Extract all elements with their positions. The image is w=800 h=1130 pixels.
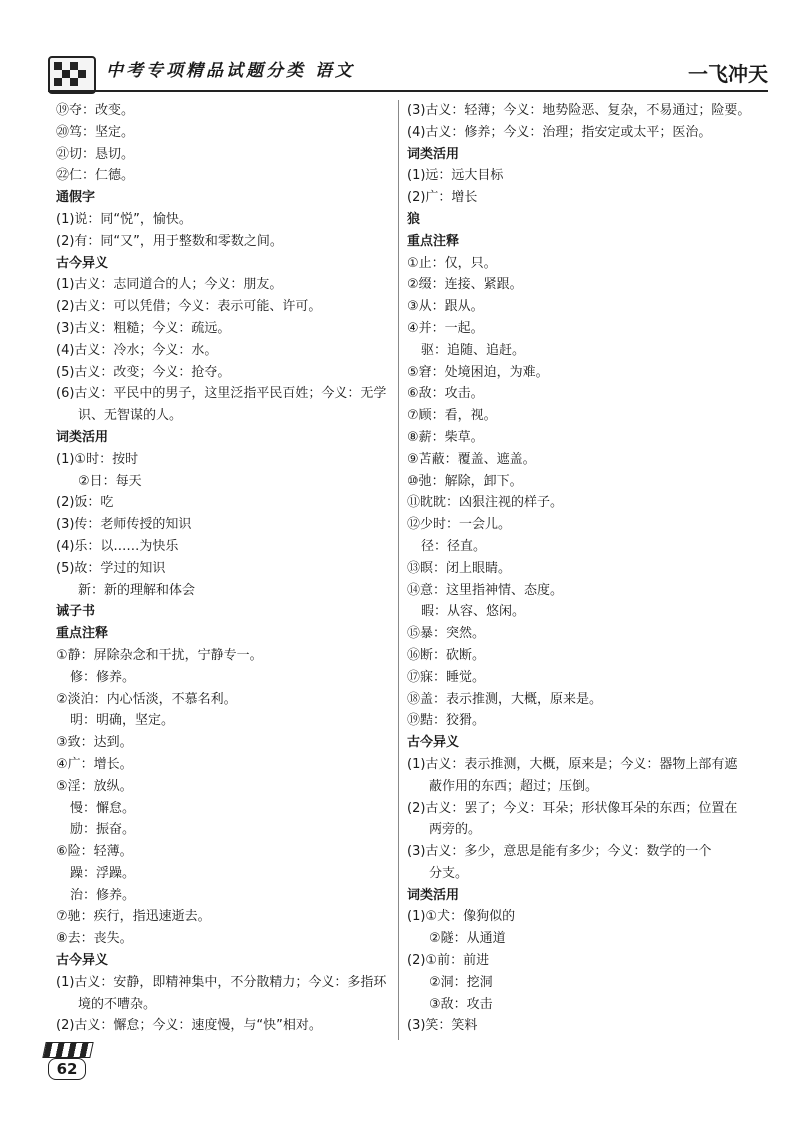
checkered-flag-logo-icon: [48, 56, 96, 94]
section-heading: 古今异义: [56, 953, 109, 969]
text-line: 明：明确，坚定。: [70, 713, 175, 729]
text-line: ⑬瞑：闭上眼睛。: [407, 560, 512, 576]
text-line: (3)笑：笑料: [407, 1018, 478, 1034]
text-line: ③从：跟从。: [407, 299, 484, 315]
text-line: ⑧薪：柴草。: [407, 429, 484, 445]
text-line: 新：新的理解和体会: [78, 582, 196, 598]
text-line: (1)说：同“悦”，愉快。: [56, 211, 192, 227]
text-line: (6)古义：平民中的男子，这里泛指平民百姓；今义：无学: [56, 386, 387, 402]
page-header: [48, 50, 768, 94]
text-line: ⑪眈眈：凶狠注视的样子。: [407, 495, 564, 511]
text-line: (2)有：同“又”，用于整数和零数之间。: [56, 233, 283, 249]
text-line: 识、无智谋的人。: [78, 408, 183, 424]
text-line: ③敌：攻击: [429, 996, 493, 1012]
text-line: ⑲夺：改变。: [56, 103, 135, 118]
text-line: 蔽作用的东西；超过；压倒。: [429, 778, 599, 794]
text-line: (2)广：增长: [407, 190, 478, 206]
text-line: ⑦驰：疾行，指迅速逝去。: [56, 909, 211, 925]
header-title: 中考专项精品试题分类 语文: [106, 61, 355, 81]
text-line: ㉒仁：仁德。: [56, 168, 135, 184]
text-line: (5)古义：改变；今义：抢夺。: [56, 364, 231, 380]
text-line: ②淡泊：内心恬淡，不慕名利。: [56, 691, 237, 707]
text-line: ⑧去：丧失。: [56, 931, 133, 947]
text-line: (3)古义：粗糙；今义：疏远。: [56, 320, 231, 336]
section-heading: 重点注释: [407, 233, 460, 249]
text-line: ⑯断：砍断。: [407, 647, 486, 663]
page-number: 62: [48, 1058, 86, 1080]
text-line: ⑤淫：放纵。: [56, 778, 133, 794]
text-line: (5)故：学过的知识: [56, 560, 166, 576]
text-line: ①止：仅，只。: [407, 255, 497, 271]
text-line: 境的不嘈杂。: [78, 996, 157, 1012]
text-line: ⑱盖：表示推测，大概，原来是。: [407, 691, 603, 707]
checkered-flag-icon: [42, 1042, 93, 1058]
text-line: (4)乐：以……为快乐: [56, 538, 179, 554]
text-line: (1)古义：志同道合的人；今义：朋友。: [56, 277, 283, 293]
section-heading: 词类活用: [407, 887, 460, 903]
text-line: ③致：达到。: [56, 735, 133, 751]
text-line: (2)古义：可以凭借；今义：表示可能、许可。: [56, 299, 322, 315]
text-line: ⑥敌：攻击。: [407, 386, 484, 402]
text-line: (2)饭：吃: [56, 495, 114, 511]
left-column: [56, 100, 401, 1037]
column-divider: [398, 100, 399, 1040]
text-line: (2)古义：罢了；今义：耳朵；形状像耳朵的东西；位置在: [407, 800, 738, 816]
right-column: [407, 100, 752, 1037]
text-line: (3)传：老师传授的知识: [56, 517, 192, 533]
section-heading: 通假字: [56, 190, 96, 206]
text-line: ⑦顾：看，视。: [407, 408, 497, 424]
text-line: (3)古义：轻薄；今义：地势险恶、复杂，不易通过；险要。: [407, 103, 751, 118]
text-line: (4)古义：冷水；今义：水。: [56, 342, 218, 358]
text-line: 修：修养。: [70, 669, 136, 685]
text-line: ⑫少时：一会儿。: [407, 517, 512, 533]
header-rule: [48, 90, 768, 92]
section-heading: 古今异义: [407, 735, 460, 751]
text-line: (1)古义：表示推测，大概，原来是；今义：器物上部有遮: [407, 756, 738, 772]
text-line: ⑩弛：解除，卸下。: [407, 473, 523, 489]
section-heading: 古今异义: [56, 255, 109, 271]
text-line: ②隧：从通道: [429, 931, 506, 947]
text-line: ⑥险：轻薄。: [56, 844, 133, 860]
page-number-badge: [40, 1042, 94, 1080]
text-line: (1)古义：安静，即精神集中，不分散精力；今义：多指环: [56, 974, 387, 990]
section-heading: 诫子书: [56, 604, 96, 620]
text-line: (1)远：远大目标: [407, 168, 504, 184]
text-line: ㉑切：恳切。: [56, 146, 135, 162]
text-line: ⑨苫蔽：覆盖、遮盖。: [407, 451, 536, 467]
text-line: ⑤窘：处境困迫，为难。: [407, 364, 549, 380]
text-line: (2)古义：懈怠；今义：速度慢，与“快”相对。: [56, 1018, 322, 1034]
text-line: (2)①前：前进: [407, 953, 490, 969]
text-line: 暇：从容、悠闲。: [421, 604, 526, 620]
text-line: 慢：懈怠。: [70, 800, 136, 816]
header-brand: 一飞冲天: [688, 62, 768, 86]
text-line: ⑮暴：突然。: [407, 626, 486, 642]
text-line: ⑲黠：狡猾。: [407, 713, 486, 729]
text-line: 两旁的。: [429, 822, 482, 838]
text-line: ②洞：挖洞: [429, 974, 493, 990]
text-line: (1)①时：按时: [56, 451, 139, 467]
text-line: (3)古义：多少，意思是能有多少；今义：数学的一个: [407, 844, 712, 860]
section-heading: 狼: [407, 211, 421, 227]
section-heading: 词类活用: [407, 146, 460, 162]
section-heading: 词类活用: [56, 429, 109, 445]
text-line: ①静：屏除杂念和干扰，宁静专一。: [56, 647, 263, 663]
text-line: 径：径直。: [421, 538, 487, 554]
text-line: 分支。: [429, 865, 469, 881]
text-line: ⑳笃：坚定。: [56, 124, 135, 140]
text-line: (1)①犬：像狗似的: [407, 909, 516, 925]
text-line: ④广：增长。: [56, 756, 133, 772]
text-line: 躁：浮躁。: [70, 865, 136, 881]
text-line: ⑰寐：睡觉。: [407, 669, 486, 685]
text-line: 治：修养。: [70, 887, 136, 903]
text-line: (4)古义：修养；今义：治理；指安定或太平；医治。: [407, 124, 712, 140]
text-line: 励：振奋。: [70, 822, 136, 838]
text-line: ④并：一起。: [407, 320, 484, 336]
text-line: ⑭意：这里指神情、态度。: [407, 582, 564, 598]
text-line: 驱：追随、追赶。: [421, 342, 526, 358]
text-line: ②日：每天: [78, 473, 142, 489]
text-line: ②缀：连接、紧跟。: [407, 277, 523, 293]
section-heading: 重点注释: [56, 626, 109, 642]
